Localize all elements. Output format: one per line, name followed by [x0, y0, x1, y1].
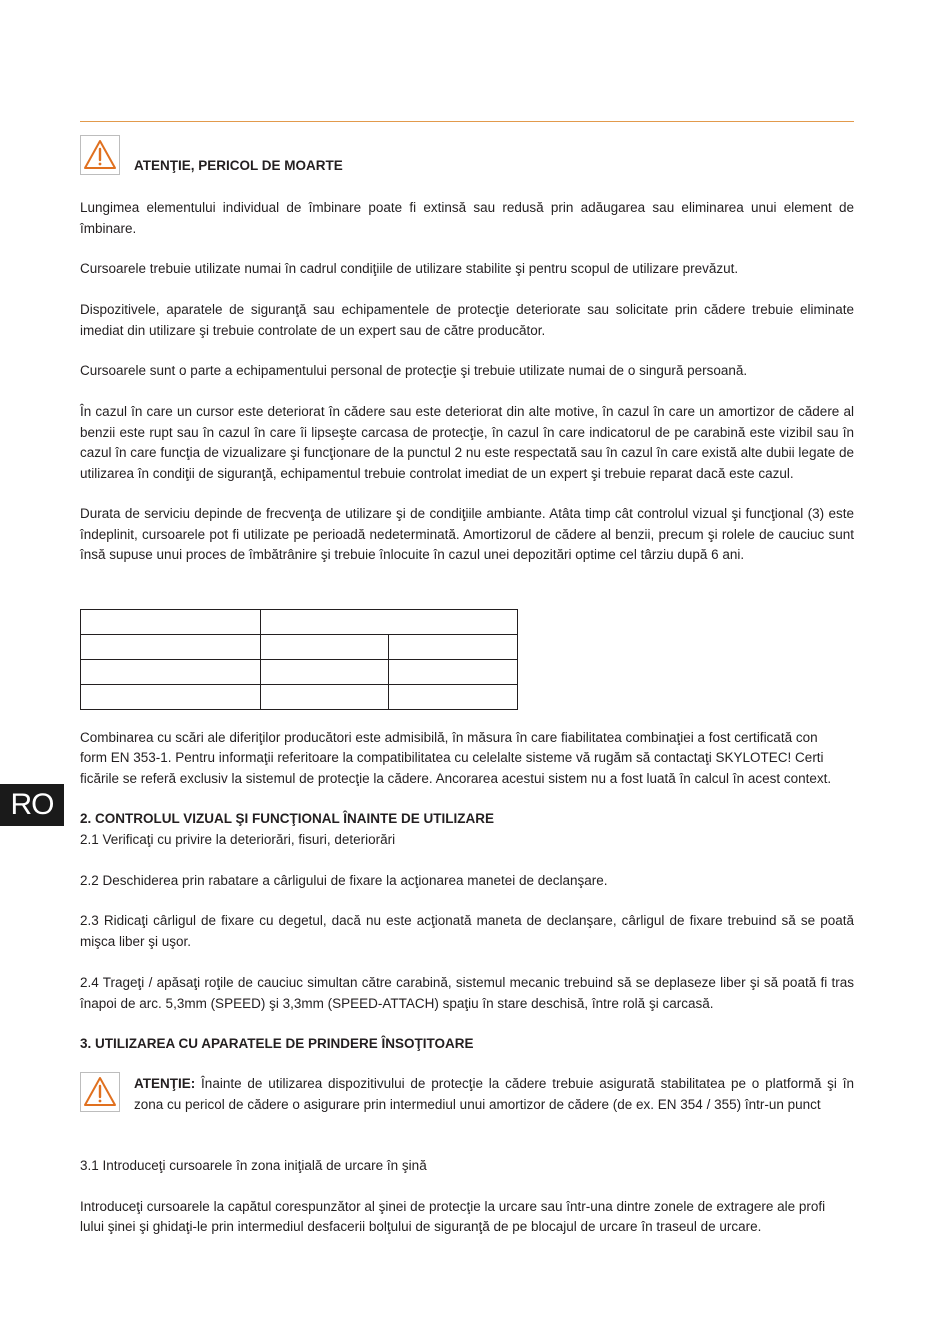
language-tab: RO	[0, 784, 64, 826]
section-3-1-body-line-2: lului şinei şi ghidaţi-le prin intermediul desfacerii bolţului de siguranţă de pe blocajul de urcare în traseul de urcare.	[80, 1219, 762, 1234]
warning-label: ATENŢIE:	[134, 1076, 196, 1091]
table-cell	[261, 685, 389, 710]
paragraph-usage-conditions: Cursoarele trebuie utilizate numai în cadrul condiţiile de utilizare stabilite şi pentru scopul de utilizare prevăzut.	[80, 261, 739, 276]
warning-triangle-icon	[80, 135, 120, 175]
table-row	[81, 635, 518, 660]
section-2-4: 2.4 Trageţi / apăsaţi roţile de cauciuc simultan către carabină, sistemul mecanic trebuind să se deplaseze liber şi să poată fi tras înapoi de arc. 5,3mm (SPEED) şi 3,3mm (SPEED-ATTACH) spaţiu în stare deschisă, între rolă şi carcasă.	[80, 975, 854, 1011]
table-cell	[81, 635, 261, 660]
warning-triangle-icon	[80, 1072, 120, 1112]
table-cell	[81, 660, 261, 685]
table-row	[81, 660, 518, 685]
combination-line-2: form EN 353-1. Pentru informaţii referitoare la compatibilitatea cu celelalte sisteme vă rugăm să contactaţi SKYLOTEC! Certi	[80, 750, 824, 765]
table-cell	[389, 660, 518, 685]
paragraph-service-life: Durata de serviciu depinde de frecvenţa de utilizare şi de condiţiile ambiante. Atâta timp cât controlul vizual şi funcţional (3) este îndeplinit, cursoarele pot fi utilizate pe perioadă nedeterminată. Amortizorul de cădere al benzii, precum şi rolele de cauciuc sunt însă supuse unui proces de îmbătrânire şi trebuie înlocuite în cazul unei depozitări optime cel târziu după 6 ani.	[80, 506, 854, 562]
table-cell	[389, 635, 518, 660]
section-3-1-body-line-1: Introduceţi cursoarele la capătul corespunzător al şinei de protecţie la urcare sau într-una dintre zonele de extragere ale profi	[80, 1199, 826, 1214]
header-rule	[80, 121, 854, 122]
table-row	[81, 685, 518, 710]
table-cell	[81, 685, 261, 710]
section-3-warning	[134, 1074, 854, 1115]
spec-table	[80, 609, 518, 710]
table-cell	[389, 685, 518, 710]
table-cell	[81, 610, 261, 635]
warning-text: Înainte de utilizarea dispozitivului de protecţie la cădere trebuie asigurată stabilitatea pe o platformă şi în zona cu pericol de cădere o asigurare prin intermediul unui amortizor de cădere (de ex. EN 354 / 355) într-un punct	[134, 1076, 854, 1112]
section-3-title: 3. UTILIZAREA CU APARATELE DE PRINDERE ÎNSOŢITOARE	[80, 1036, 474, 1051]
paragraph-extension: Lungimea elementului individual de îmbinare poate fi extinsă sau redusă prin adăugarea sau eliminarea unui element de îmbinare.	[80, 200, 854, 236]
warning-title: ATENŢIE, PERICOL DE MOARTE	[134, 158, 343, 173]
table-cell	[261, 635, 389, 660]
combination-line-1: Combinarea cu scări ale diferiţilor producători este admisibilă, în măsura în care fiabilitatea combinaţiei a fost certificată con	[80, 730, 818, 745]
section-2-2: 2.2 Deschiderea prin rabatare a cârligului de fixare la acţionarea manetei de declanşare.	[80, 873, 608, 888]
paragraph-damaged-devices: Dispozitivele, aparatele de siguranţă sau echipamentele de protecţie deteriorate sau solicitate prin cădere trebuie eliminate imediat din utilizare şi trebuie controlate de un expert sau de către producător.	[80, 302, 854, 338]
paragraph-personal-equipment: Cursoarele sunt o parte a echipamentului personal de protecţie şi trebuie utilizate numai de o singură persoană.	[80, 363, 748, 378]
combination-line-3: ficările se referă exclusiv la sistemul de protecţie la cădere. Ancorarea acestui sistem nu a fost luată în calcul în acest context.	[80, 771, 832, 786]
section-2-3: 2.3 Ridicaţi cârligul de fixare cu degetul, dacă nu este acţionată maneta de declanşare, cârligul de fixare trebuind să se poată mişca liber şi uşor.	[80, 913, 854, 949]
table-row	[81, 610, 518, 635]
section-2-title: 2. CONTROLUL VIZUAL ŞI FUNCŢIONAL ÎNAINTE DE UTILIZARE	[80, 811, 495, 826]
paragraph-damage-cases: În cazul în care un cursor este deteriorat în cădere sau este deteriorat din alte motive, în cazul în care un amortizor de cădere al benzii este rupt sau în cazul în care îi lipseşte carcasa de protecţie, în cazul în care indicatorul de pe carabină este vizibil sau în cazul în care funcţia de vizualizare şi funcţionare de la punctul 2 nu este respectată sau în cazul în care există alte dubii legate de utilizarea în condiţii de siguranţă, echipamentul trebuie controlat imediat de un expert şi trebuie reparat dacă este cazul.	[80, 404, 854, 481]
section-2-1: 2.1 Verificaţi cu privire la deteriorări, fisuri, deteriorări	[80, 832, 396, 847]
section-3-1: 3.1 Introduceţi cursoarele în zona iniţială de urcare în şină	[80, 1158, 427, 1173]
table-cell	[261, 610, 518, 635]
table-cell	[261, 660, 389, 685]
